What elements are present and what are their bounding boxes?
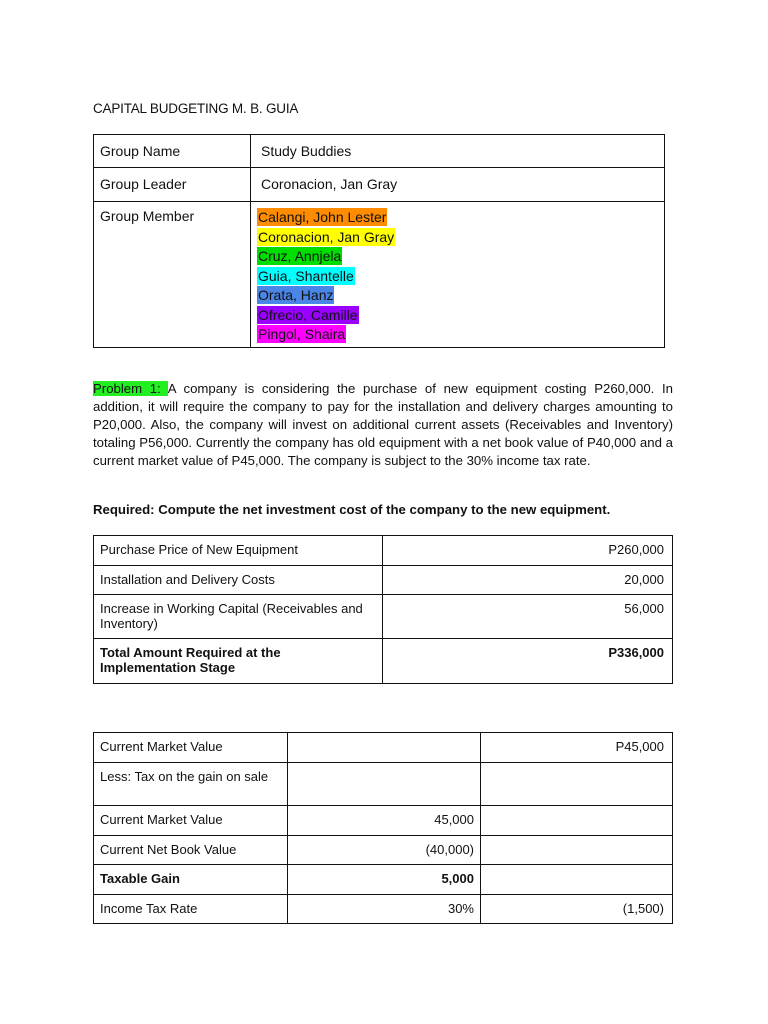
table-row (94, 566, 673, 595)
member-item: Pingol, Shaira (258, 326, 346, 342)
total-row (94, 639, 673, 684)
problem-text: A company is considering the purchase of new equipment costing P260,000. In addition, it will require the company to pay for the installation and delivery charges amounting to P20,000. Also, the company will invest on additional current assets (Receivables and Inventory) totaling P56,000. Currently the company has old equipment with a net book value of P40,000 and a current market value of P45,000. The company is subject to the 30% income tax rate. (93, 381, 673, 468)
row-right-value (481, 806, 673, 836)
group-name-row (94, 135, 665, 168)
investment-cost-table (93, 535, 673, 684)
group-leader-value: Coronacion, Jan Gray (251, 168, 665, 202)
row-label: Income Tax Rate (94, 895, 288, 924)
row-label: Total Amount Required at the Implementation Stage (94, 639, 383, 684)
row-label: Current Net Book Value (94, 836, 288, 865)
group-member-list (251, 202, 665, 348)
row-label: Increase in Working Capital (Receivables and Inventory) (94, 595, 383, 639)
row-right-value: P45,000 (481, 733, 673, 763)
row-label: Taxable Gain (94, 865, 288, 895)
problem-tag: Problem 1: (93, 381, 168, 396)
row-amount: 56,000 (383, 595, 673, 639)
group-leader-row (94, 168, 665, 202)
table-row (94, 836, 673, 865)
row-label: Purchase Price of New Equipment (94, 536, 383, 566)
row-label: Current Market Value (94, 806, 288, 836)
taxable-gain-row (94, 865, 673, 895)
group-name-value: Study Buddies (251, 135, 665, 168)
row-label: Less: Tax on the gain on sale (94, 763, 288, 806)
table-row (94, 595, 673, 639)
table-row (94, 895, 673, 924)
table-row (94, 536, 673, 566)
row-label: Current Market Value (94, 733, 288, 763)
table-row (94, 806, 673, 836)
member-item: Guia, Shantelle (258, 267, 354, 284)
group-member-row (94, 202, 665, 348)
member-item: Orata, Hanz (258, 287, 334, 303)
row-right-value: (1,500) (481, 895, 673, 924)
member-item: Cruz, Annjela (258, 248, 342, 264)
group-leader-label: Group Leader (94, 168, 251, 202)
group-info-table (93, 134, 665, 348)
member-item: Calangi, John Lester (258, 209, 387, 225)
row-mid-value (288, 733, 481, 763)
table-row (94, 763, 673, 806)
row-mid-value: 45,000 (288, 806, 481, 836)
member-item: Coronacion, Jan Gray (258, 228, 395, 245)
row-amount: 20,000 (383, 566, 673, 595)
row-mid-value: 30% (288, 895, 481, 924)
row-right-value (481, 836, 673, 865)
required-instruction: Required: Compute the net investment cost of the company to the new equipment. (93, 502, 611, 517)
row-mid-value: 5,000 (288, 865, 481, 895)
row-amount: P336,000 (383, 639, 673, 684)
document-title: CAPITAL BUDGETING M. B. GUIA (93, 101, 299, 116)
tax-on-gain-table (93, 732, 673, 924)
group-name-label: Group Name (94, 135, 251, 168)
table-row (94, 733, 673, 763)
row-mid-value (288, 763, 481, 806)
row-right-value (481, 763, 673, 806)
member-item: Ofrecio, Camille (258, 306, 358, 323)
group-member-label: Group Member (94, 202, 251, 348)
row-mid-value: (40,000) (288, 836, 481, 865)
row-amount: P260,000 (383, 536, 673, 566)
row-label: Installation and Delivery Costs (94, 566, 383, 595)
row-right-value (481, 865, 673, 895)
problem-statement (93, 380, 673, 470)
